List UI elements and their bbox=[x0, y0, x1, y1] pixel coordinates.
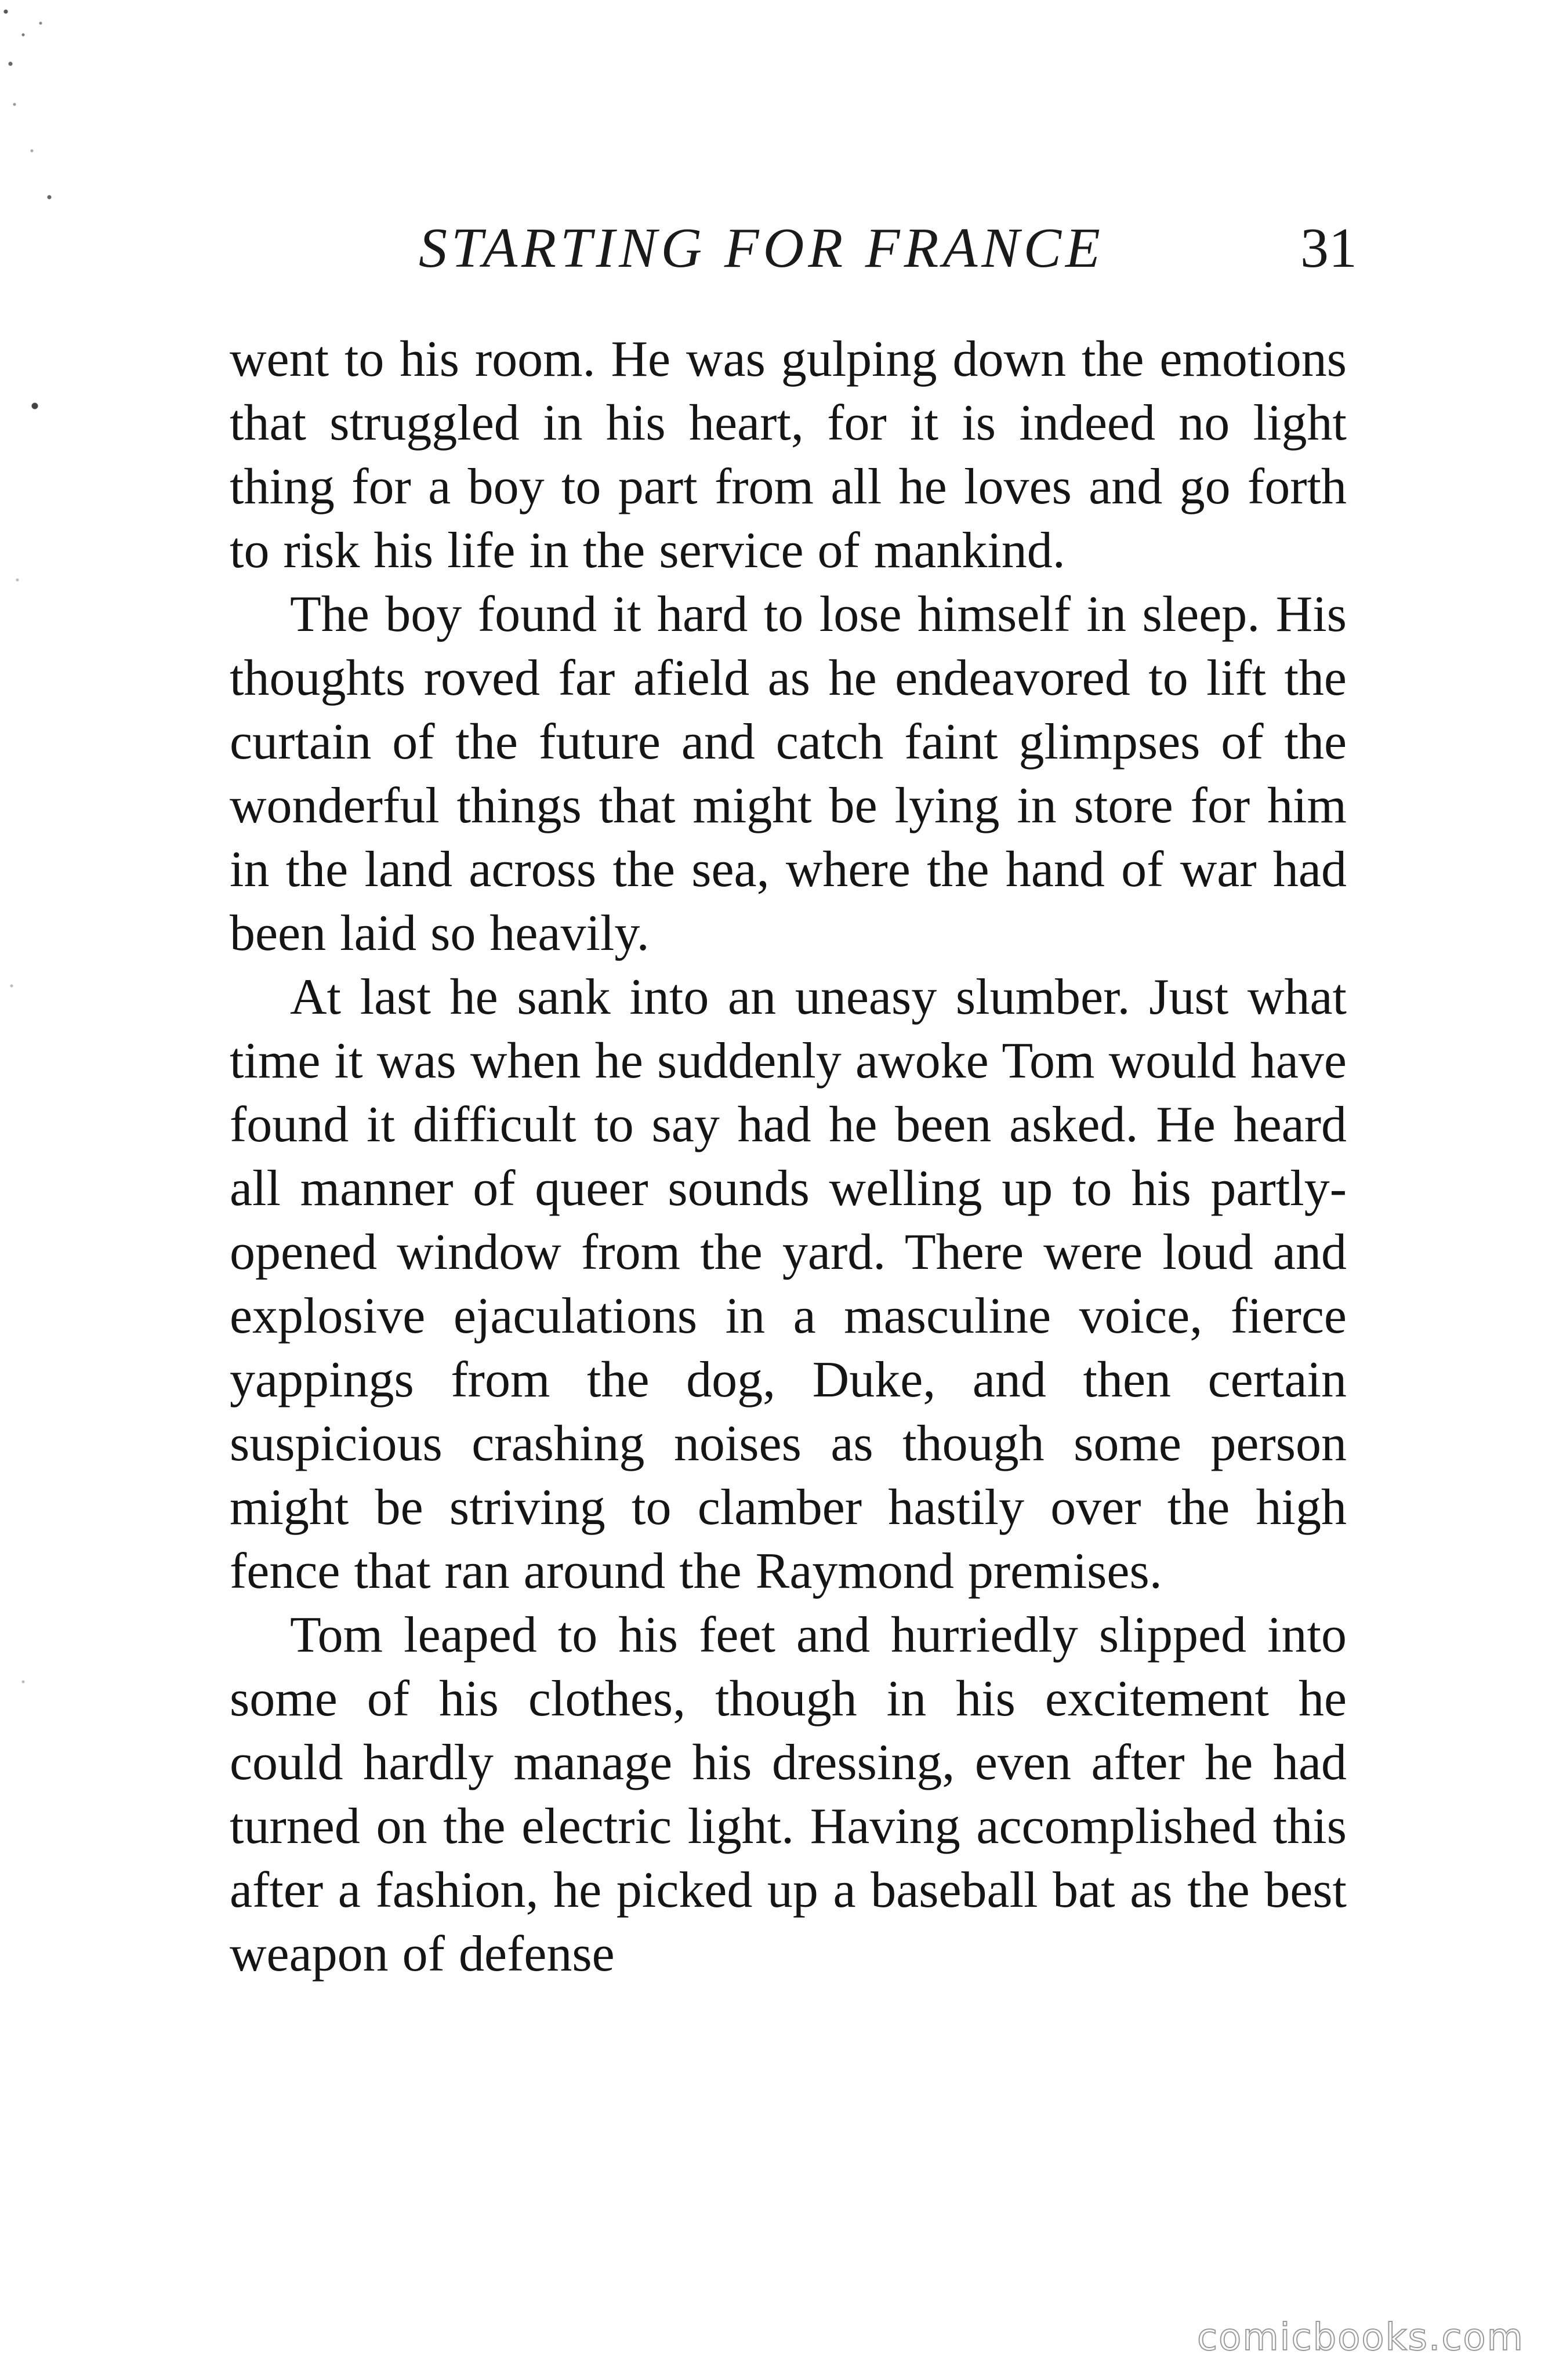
running-title: STARTING FOR FRANCE bbox=[419, 217, 1104, 280]
watermark: comicbooks.com bbox=[1196, 2316, 1524, 2359]
paragraph-3: At last he sank into an uneasy slumber. Just what time it was when he suddenly awoke Tom would have found it difficult to say had he been asked. He heard all manner of queer sounds welling up to his partly-opened window from the yard. There were loud and explosive ejaculations in a masculine voice, fierce yappings from the dog, Duke, and then certain suspicious crashing noises as though some person might be striving to clamber hastily over the high fence that ran around the Raymond premises. bbox=[230, 969, 1347, 1599]
page-header bbox=[406, 209, 1357, 290]
page-number: 31 bbox=[1300, 217, 1357, 280]
body-text bbox=[230, 328, 1347, 1986]
paragraph-1: went to his room. He was gulping down the emotions that struggled in his heart, for it is indeed no light thing for a boy to part from all he loves and go forth to risk his life in the service of mankind. bbox=[230, 331, 1347, 579]
paragraph-4: Tom leaped to his feet and hurriedly slipped into some of his clothes, though in his excitement he could hardly manage his dressing, even after he had turned on the electric light. Having accomplished this after a fashion, he picked up a baseball bat as the best weapon of defense bbox=[230, 1607, 1347, 1982]
paragraph-2: The boy found it hard to lose himself in sleep. His thoughts roved far afield as he endeavored to lift the curtain of the future and catch faint glimpses of the wonderful things that might be lying in store for him in the land across the sea, where the hand of war had been laid so heavily. bbox=[230, 586, 1347, 962]
scan-edge-noise bbox=[0, 0, 70, 2380]
